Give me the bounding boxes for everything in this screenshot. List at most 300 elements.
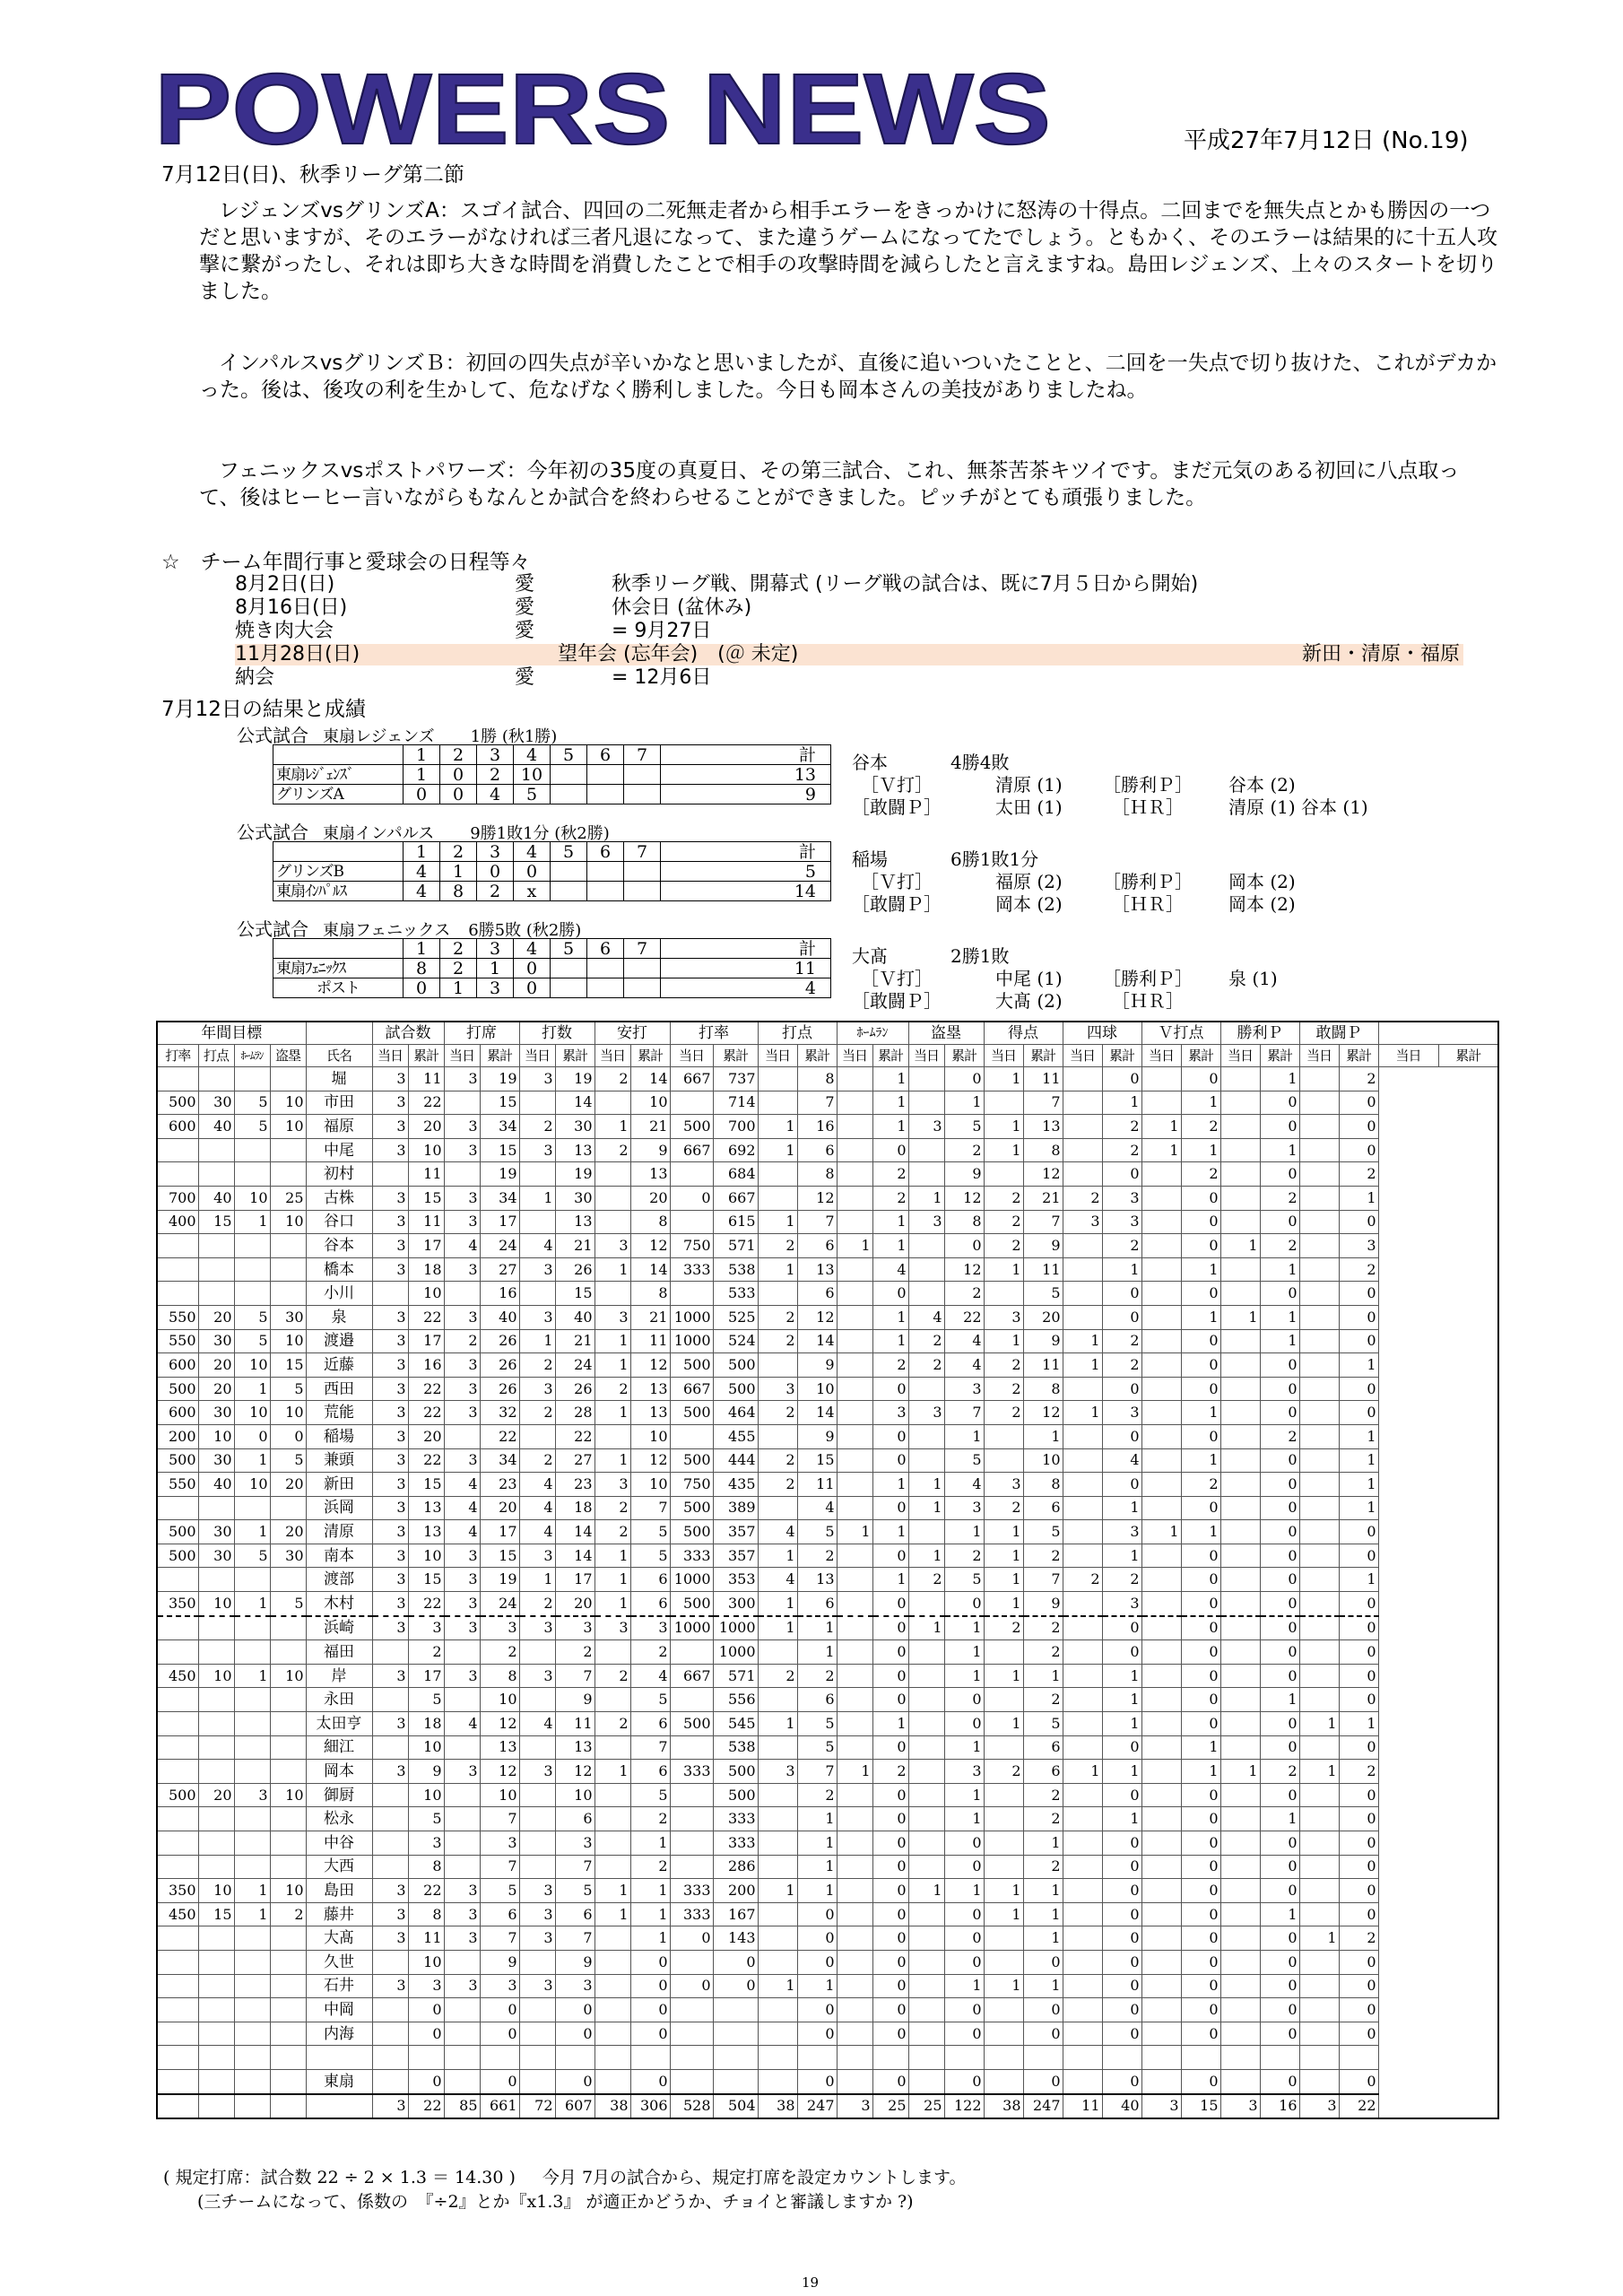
stat-cell: 2 bbox=[1102, 1138, 1141, 1162]
stat-cell bbox=[1063, 1592, 1102, 1616]
stat-cell: 6 bbox=[480, 1902, 519, 1926]
stats-col-header: 累計 bbox=[797, 1045, 837, 1067]
stat-cell bbox=[595, 1950, 630, 1974]
stat-cell bbox=[1299, 1115, 1339, 1139]
stat-cell: 10 bbox=[234, 1401, 270, 1425]
stat-cell bbox=[270, 2094, 306, 2119]
stat-cell: 7 bbox=[1023, 1091, 1063, 1115]
stat-cell bbox=[270, 1855, 306, 1879]
stat-cell bbox=[1299, 1473, 1339, 1497]
stat-cell bbox=[758, 1926, 797, 1951]
stat-cell: 3 bbox=[372, 1401, 408, 1425]
stat-cell: 0 bbox=[1339, 1377, 1378, 1401]
stat-cell bbox=[234, 1926, 270, 1951]
stat-cell bbox=[837, 1067, 872, 1091]
stat-cell bbox=[519, 1950, 555, 1974]
stats-col-header: 当日 bbox=[984, 1045, 1023, 1067]
stat-cell: 1 bbox=[984, 1974, 1023, 1998]
stat-cell: 3 bbox=[519, 1377, 555, 1401]
stat-cell: 333 bbox=[713, 1807, 758, 1831]
linescore-table: 1 2 3 4 5 6 7 計 東扇ﾚｼﾞｪﾝｽﾞ 1 0 2 10 13 グリンズA 0 0 4 5 9 bbox=[273, 744, 831, 804]
stat-cell bbox=[1063, 1926, 1102, 1951]
stat-cell bbox=[157, 1257, 198, 1282]
stat-cell bbox=[670, 1688, 713, 1712]
stat-cell: 2 bbox=[1102, 1115, 1141, 1139]
stat-cell: 8 bbox=[1023, 1473, 1063, 1497]
stat-cell: 3 bbox=[444, 1974, 480, 1998]
stat-cell: 26 bbox=[555, 1257, 595, 1282]
stat-cell: 22 bbox=[408, 1448, 444, 1473]
stat-cell bbox=[908, 1640, 944, 1665]
stat-cell: 545 bbox=[713, 1712, 758, 1736]
stat-cell: 0 bbox=[944, 1926, 984, 1951]
stat-cell: 300 bbox=[713, 1592, 758, 1616]
stat-cell: 3 bbox=[944, 1496, 984, 1520]
stat-cell: 1 bbox=[630, 1902, 670, 1926]
stat-cell: 0 bbox=[872, 1735, 908, 1760]
stat-cell bbox=[157, 1067, 198, 1091]
stat-cell: 1 bbox=[944, 1520, 984, 1544]
stat-cell: 0 bbox=[670, 1186, 713, 1210]
stat-cell bbox=[234, 1282, 270, 1306]
stat-cell: 1 bbox=[984, 1329, 1023, 1353]
stat-cell bbox=[270, 1712, 306, 1736]
stat-cell bbox=[234, 2022, 270, 2046]
stat-cell: 19 bbox=[555, 1067, 595, 1091]
stat-cell: 3 bbox=[408, 1616, 444, 1640]
stat-cell bbox=[519, 1998, 555, 2022]
stat-cell bbox=[444, 1688, 480, 1712]
stats-col-header: 累計 bbox=[713, 1045, 758, 1067]
stat-cell bbox=[1141, 1640, 1181, 1665]
stat-cell: 524 bbox=[713, 1329, 758, 1353]
stats-col-header: 当日 bbox=[908, 1045, 944, 1067]
stat-cell bbox=[372, 1640, 408, 1665]
stat-cell: 1 bbox=[758, 1616, 797, 1640]
stat-cell bbox=[1063, 1783, 1102, 1807]
stat-cell bbox=[1220, 1186, 1260, 1210]
stat-cell: 0 bbox=[1260, 1640, 1299, 1665]
stat-cell bbox=[908, 1520, 944, 1544]
stat-cell: 500 bbox=[157, 1377, 198, 1401]
stat-cell bbox=[234, 1496, 270, 1520]
player-name: 福原 bbox=[306, 1115, 372, 1139]
stat-cell: 3 bbox=[758, 1760, 797, 1784]
stat-cell: 333 bbox=[670, 1902, 713, 1926]
stat-cell bbox=[1141, 1831, 1181, 1856]
stat-cell: 2 bbox=[1260, 1760, 1299, 1784]
stat-cell: 11 bbox=[1063, 2094, 1102, 2119]
stat-cell: 3 bbox=[908, 1115, 944, 1139]
stat-cell: 3 bbox=[372, 1760, 408, 1784]
stat-cell: 1 bbox=[797, 1974, 837, 1998]
stat-cell: 2 bbox=[480, 1640, 519, 1665]
stat-cell bbox=[198, 1162, 234, 1187]
stat-cell: 34 bbox=[480, 1186, 519, 1210]
stat-cell: 23 bbox=[555, 1473, 595, 1497]
stats-player-row bbox=[157, 1974, 1498, 1998]
stat-cell: 1 bbox=[630, 1926, 670, 1951]
stat-cell: 2 bbox=[758, 1448, 797, 1473]
stat-cell bbox=[1220, 1162, 1260, 1187]
stat-cell: 538 bbox=[713, 1735, 758, 1760]
stat-cell bbox=[157, 1640, 198, 1665]
stat-cell: 2 bbox=[595, 1712, 630, 1736]
stat-cell bbox=[444, 1282, 480, 1306]
player-name: 新田 bbox=[306, 1473, 372, 1497]
stat-cell bbox=[1220, 1831, 1260, 1856]
stat-cell bbox=[270, 2022, 306, 2046]
stat-cell: 1 bbox=[1339, 1568, 1378, 1592]
stat-cell bbox=[270, 1282, 306, 1306]
stat-cell: 3 bbox=[519, 1902, 555, 1926]
stats-player-row bbox=[157, 1926, 1498, 1951]
stat-cell bbox=[519, 2046, 555, 2070]
schedule-row: 納会 愛 = 12月6日 bbox=[235, 666, 712, 689]
stat-cell bbox=[1220, 1568, 1260, 1592]
stat-cell: 26 bbox=[480, 1353, 519, 1378]
stat-cell: 4 bbox=[444, 1712, 480, 1736]
stat-cell: 1 bbox=[1102, 1664, 1141, 1688]
player-name: 泉 bbox=[306, 1305, 372, 1329]
stat-cell: 0 bbox=[1260, 1115, 1299, 1139]
stat-cell: 500 bbox=[713, 1353, 758, 1378]
stat-cell: 20 bbox=[408, 1424, 444, 1448]
stat-cell: 21 bbox=[630, 1115, 670, 1139]
stat-cell: 1 bbox=[234, 1902, 270, 1926]
page-number: 19 bbox=[802, 2274, 820, 2291]
stat-cell: 450 bbox=[157, 1902, 198, 1926]
stat-cell: 3 bbox=[372, 2094, 408, 2119]
stat-cell bbox=[1181, 2046, 1220, 2070]
stat-cell bbox=[837, 1377, 872, 1401]
stat-cell bbox=[1220, 2022, 1260, 2046]
stat-cell bbox=[1299, 1424, 1339, 1448]
stat-cell bbox=[984, 2069, 1023, 2093]
stat-cell bbox=[837, 1783, 872, 1807]
stat-cell bbox=[758, 1186, 797, 1210]
stat-cell: 4 bbox=[758, 1520, 797, 1544]
stat-cell bbox=[1063, 2022, 1102, 2046]
stat-cell: 0 bbox=[1260, 1496, 1299, 1520]
stat-cell bbox=[1299, 1520, 1339, 1544]
stat-cell: 0 bbox=[1339, 1305, 1378, 1329]
stat-cell: 1 bbox=[984, 1879, 1023, 1903]
stat-cell: 3 bbox=[944, 1760, 984, 1784]
stat-cell bbox=[1299, 1186, 1339, 1210]
stat-cell: 1 bbox=[1141, 1115, 1181, 1139]
stat-cell: 0 bbox=[944, 1902, 984, 1926]
stat-cell bbox=[595, 1162, 630, 1187]
stat-cell: 10 bbox=[630, 1091, 670, 1115]
stat-cell: 18 bbox=[555, 1496, 595, 1520]
stat-cell bbox=[1299, 1353, 1339, 1378]
stat-cell: 1 bbox=[797, 1640, 837, 1665]
stat-cell: 3 bbox=[444, 1353, 480, 1378]
stat-cell: 3 bbox=[837, 2094, 872, 2119]
stat-cell bbox=[1220, 1712, 1260, 1736]
stat-cell: 0 bbox=[1181, 1831, 1220, 1856]
stat-cell: 13 bbox=[630, 1162, 670, 1187]
stat-cell: 1 bbox=[1181, 1091, 1220, 1115]
stat-cell: 14 bbox=[797, 1401, 837, 1425]
stat-cell: 20 bbox=[408, 1115, 444, 1139]
stat-cell: 20 bbox=[270, 1520, 306, 1544]
stat-cell: 2 bbox=[872, 1186, 908, 1210]
stat-cell bbox=[198, 2094, 234, 2119]
stat-cell bbox=[758, 1950, 797, 1974]
stat-cell: 550 bbox=[157, 1329, 198, 1353]
stat-cell: 504 bbox=[713, 2094, 758, 2119]
stat-cell: 0 bbox=[1181, 1424, 1220, 1448]
stat-cell: 1 bbox=[1102, 1496, 1141, 1520]
stat-cell: 1 bbox=[1102, 1544, 1141, 1568]
stat-cell: 24 bbox=[480, 1234, 519, 1258]
stat-cell bbox=[984, 2022, 1023, 2046]
stat-cell: 0 bbox=[1102, 1926, 1141, 1951]
stat-cell bbox=[837, 1688, 872, 1712]
stat-cell bbox=[1220, 1902, 1260, 1926]
stat-cell: 19 bbox=[480, 1067, 519, 1091]
stat-cell: 500 bbox=[670, 1520, 713, 1544]
stat-cell bbox=[1220, 1664, 1260, 1688]
stat-cell bbox=[670, 1807, 713, 1831]
stat-cell: 3 bbox=[372, 1568, 408, 1592]
stat-cell bbox=[908, 1735, 944, 1760]
stat-cell bbox=[234, 1735, 270, 1760]
stat-cell bbox=[837, 1305, 872, 1329]
stat-cell: 3 bbox=[944, 1377, 984, 1401]
stat-cell bbox=[1220, 1401, 1260, 1425]
stat-cell: 15 bbox=[198, 1210, 234, 1234]
stat-cell: 5 bbox=[234, 1544, 270, 1568]
stat-cell: 1 bbox=[630, 1879, 670, 1903]
stats-col-header: 累計 bbox=[1102, 1045, 1141, 1067]
stat-cell: 10 bbox=[408, 1544, 444, 1568]
stat-cell bbox=[1141, 1926, 1181, 1951]
stat-cell: 1 bbox=[1063, 1353, 1102, 1378]
stat-cell bbox=[372, 1735, 408, 1760]
stat-cell bbox=[372, 2046, 408, 2070]
stat-cell: 0 bbox=[797, 2022, 837, 2046]
stat-cell: 3 bbox=[444, 1544, 480, 1568]
stat-cell: 1 bbox=[1220, 1305, 1260, 1329]
player-name: 福田 bbox=[306, 1640, 372, 1665]
stat-cell: 10 bbox=[270, 1091, 306, 1115]
stat-cell: 15 bbox=[408, 1568, 444, 1592]
stat-cell: 3 bbox=[519, 1760, 555, 1784]
stats-col-header: 氏名 bbox=[306, 1045, 372, 1067]
stat-cell: 2 bbox=[1023, 1688, 1063, 1712]
stat-cell bbox=[198, 1855, 234, 1879]
stat-cell bbox=[157, 1807, 198, 1831]
stat-cell: 2 bbox=[984, 1234, 1023, 1258]
stats-col-header: 累計 bbox=[1339, 1045, 1378, 1067]
stat-cell: 7 bbox=[630, 1496, 670, 1520]
stat-cell: 26 bbox=[555, 1377, 595, 1401]
stat-cell: 353 bbox=[713, 1568, 758, 1592]
stat-cell: 0 bbox=[630, 1950, 670, 1974]
stat-cell: 2 bbox=[944, 1544, 984, 1568]
stat-cell: 10 bbox=[198, 1592, 234, 1616]
stat-cell: 9 bbox=[1023, 1592, 1063, 1616]
stat-cell: 0 bbox=[1260, 1401, 1299, 1425]
stat-cell bbox=[270, 1926, 306, 1951]
stat-cell: 21 bbox=[555, 1329, 595, 1353]
stat-cell: 0 bbox=[480, 2022, 519, 2046]
stat-cell bbox=[1339, 2046, 1378, 2070]
stat-cell bbox=[1141, 1592, 1181, 1616]
stat-cell: 455 bbox=[713, 1424, 758, 1448]
stat-cell bbox=[670, 1424, 713, 1448]
stat-cell: 2 bbox=[1023, 1855, 1063, 1879]
stat-cell: 10 bbox=[480, 1783, 519, 1807]
stat-cell bbox=[1141, 1329, 1181, 1353]
stat-cell bbox=[157, 1688, 198, 1712]
stat-cell: 750 bbox=[670, 1234, 713, 1258]
stat-cell: 1 bbox=[758, 1210, 797, 1234]
stat-cell: 1 bbox=[234, 1520, 270, 1544]
report-legends: レジェンズvsグリンズA：スゴイ試合、四回の二死無走者から相手エラーをきっかけに怒涛の十得点。二回までを無失点とかも勝因の一つだと思いますが、そのエラーがなければ三者凡退になって、また違うゲームになってたでしょう。ともかく、そのエラーは結果的に十五人攻撃に繋がったし、それは即ち大きな時間を消費したことで相手の攻撃時間を減らしたと言えますね。島田レジェンズ、上々のスタートを切りました。 bbox=[199, 199, 1498, 303]
stat-cell: 40 bbox=[198, 1473, 234, 1497]
stat-cell bbox=[1063, 1282, 1102, 1306]
stat-cell bbox=[758, 1067, 797, 1091]
stat-cell: 38 bbox=[984, 2094, 1023, 2119]
player-name: 谷本 bbox=[306, 1234, 372, 1258]
powers-news-logo bbox=[151, 56, 1056, 154]
stat-cell: 0 bbox=[630, 1974, 670, 1998]
stat-cell: 2 bbox=[797, 1783, 837, 1807]
player-name: 荒能 bbox=[306, 1401, 372, 1425]
stat-cell: 5 bbox=[1023, 1520, 1063, 1544]
stat-cell: 2 bbox=[1339, 1926, 1378, 1951]
stat-cell bbox=[1299, 2022, 1339, 2046]
stat-cell: 1 bbox=[1260, 1807, 1299, 1831]
stat-cell bbox=[270, 1496, 306, 1520]
stat-cell bbox=[758, 1688, 797, 1712]
stat-cell bbox=[519, 1688, 555, 1712]
stat-cell bbox=[198, 1735, 234, 1760]
stat-cell: 38 bbox=[595, 2094, 630, 2119]
stat-cell bbox=[984, 1998, 1023, 2022]
stat-cell bbox=[837, 1424, 872, 1448]
stat-cell: 6 bbox=[797, 1282, 837, 1306]
stat-cell: 22 bbox=[944, 1305, 984, 1329]
stat-cell: 0 bbox=[270, 1424, 306, 1448]
stat-cell: 3 bbox=[372, 1234, 408, 1258]
player-name: 大髙 bbox=[306, 1926, 372, 1951]
stat-cell: 3 bbox=[872, 1401, 908, 1425]
stat-cell: 3 bbox=[1141, 2094, 1181, 2119]
stat-cell bbox=[198, 1640, 234, 1665]
stat-cell: 0 bbox=[670, 1926, 713, 1951]
stat-cell: 2 bbox=[1102, 1329, 1141, 1353]
stat-cell: 16 bbox=[480, 1282, 519, 1306]
stat-cell bbox=[198, 1760, 234, 1784]
stat-cell: 11 bbox=[408, 1162, 444, 1187]
stat-cell: 500 bbox=[157, 1783, 198, 1807]
stat-cell: 0 bbox=[408, 2022, 444, 2046]
stat-cell: 667 bbox=[670, 1377, 713, 1401]
stat-cell: 0 bbox=[1339, 2022, 1378, 2046]
stat-cell bbox=[198, 1974, 234, 1998]
stat-cell: 0 bbox=[1181, 1329, 1220, 1353]
stat-cell: 0 bbox=[1260, 1210, 1299, 1234]
stat-cell: 1 bbox=[1260, 1257, 1299, 1282]
stat-cell bbox=[1299, 1138, 1339, 1162]
stats-col-header: 当日 bbox=[1299, 1045, 1339, 1067]
player-name: 藤井 bbox=[306, 1902, 372, 1926]
stat-cell: 0 bbox=[555, 1998, 595, 2022]
stat-cell: 30 bbox=[198, 1520, 234, 1544]
stat-cell bbox=[1141, 2069, 1181, 2093]
stat-cell bbox=[670, 1855, 713, 1879]
stat-cell: 25 bbox=[270, 1186, 306, 1210]
stat-cell: 30 bbox=[270, 1544, 306, 1568]
stat-cell bbox=[758, 1735, 797, 1760]
stat-cell bbox=[1220, 2046, 1260, 2070]
stat-cell: 1 bbox=[1023, 1902, 1063, 1926]
stat-cell: 27 bbox=[480, 1257, 519, 1282]
stat-cell bbox=[372, 2022, 408, 2046]
stat-cell bbox=[1141, 1807, 1181, 1831]
stat-cell: 3 bbox=[372, 1257, 408, 1282]
stat-cell: 3 bbox=[1299, 2094, 1339, 2119]
stat-cell: 2 bbox=[1260, 1234, 1299, 1258]
stat-cell: 3 bbox=[372, 1520, 408, 1544]
stat-cell: 0 bbox=[1339, 1950, 1378, 1974]
stat-cell bbox=[1220, 1974, 1260, 1998]
stat-cell bbox=[984, 1091, 1023, 1115]
stat-cell: 4 bbox=[872, 1257, 908, 1282]
stat-cell: 3 bbox=[408, 1974, 444, 1998]
stat-cell bbox=[908, 1448, 944, 1473]
stat-cell: 1 bbox=[908, 1616, 944, 1640]
stat-cell bbox=[157, 2094, 198, 2119]
stat-cell: 0 bbox=[1181, 1688, 1220, 1712]
stat-cell bbox=[595, 1735, 630, 1760]
stat-cell: 2 bbox=[1063, 1568, 1102, 1592]
stat-cell: 72 bbox=[519, 2094, 555, 2119]
stat-cell: 15 bbox=[270, 1353, 306, 1378]
stat-cell bbox=[837, 1807, 872, 1831]
stat-cell: 0 bbox=[944, 1592, 984, 1616]
stats-player-row bbox=[157, 1115, 1498, 1139]
stat-cell: 10 bbox=[408, 1138, 444, 1162]
stat-cell bbox=[670, 1091, 713, 1115]
stat-cell bbox=[444, 1998, 480, 2022]
stats-player-row bbox=[157, 1640, 1498, 1665]
stat-cell: 0 bbox=[872, 1616, 908, 1640]
stat-cell: 0 bbox=[1023, 1998, 1063, 2022]
stat-cell: 2 bbox=[984, 1401, 1023, 1425]
stat-cell: 1 bbox=[1339, 1473, 1378, 1497]
stat-cell bbox=[837, 1115, 872, 1139]
stat-cell: 2 bbox=[1339, 1067, 1378, 1091]
stats-player-row bbox=[157, 1234, 1498, 1258]
stat-cell: 3 bbox=[372, 1210, 408, 1234]
stat-cell bbox=[837, 1592, 872, 1616]
stat-cell: 2 bbox=[797, 1664, 837, 1688]
stat-cell: 4 bbox=[444, 1473, 480, 1497]
player-name: 東扇 bbox=[306, 2069, 372, 2093]
stats-player-row bbox=[157, 1592, 1498, 1616]
stat-cell: 6 bbox=[1023, 1760, 1063, 1784]
stat-cell bbox=[1299, 1735, 1339, 1760]
stat-cell: 2 bbox=[1339, 1162, 1378, 1187]
stat-cell: 12 bbox=[480, 1760, 519, 1784]
stat-cell bbox=[270, 1616, 306, 1640]
